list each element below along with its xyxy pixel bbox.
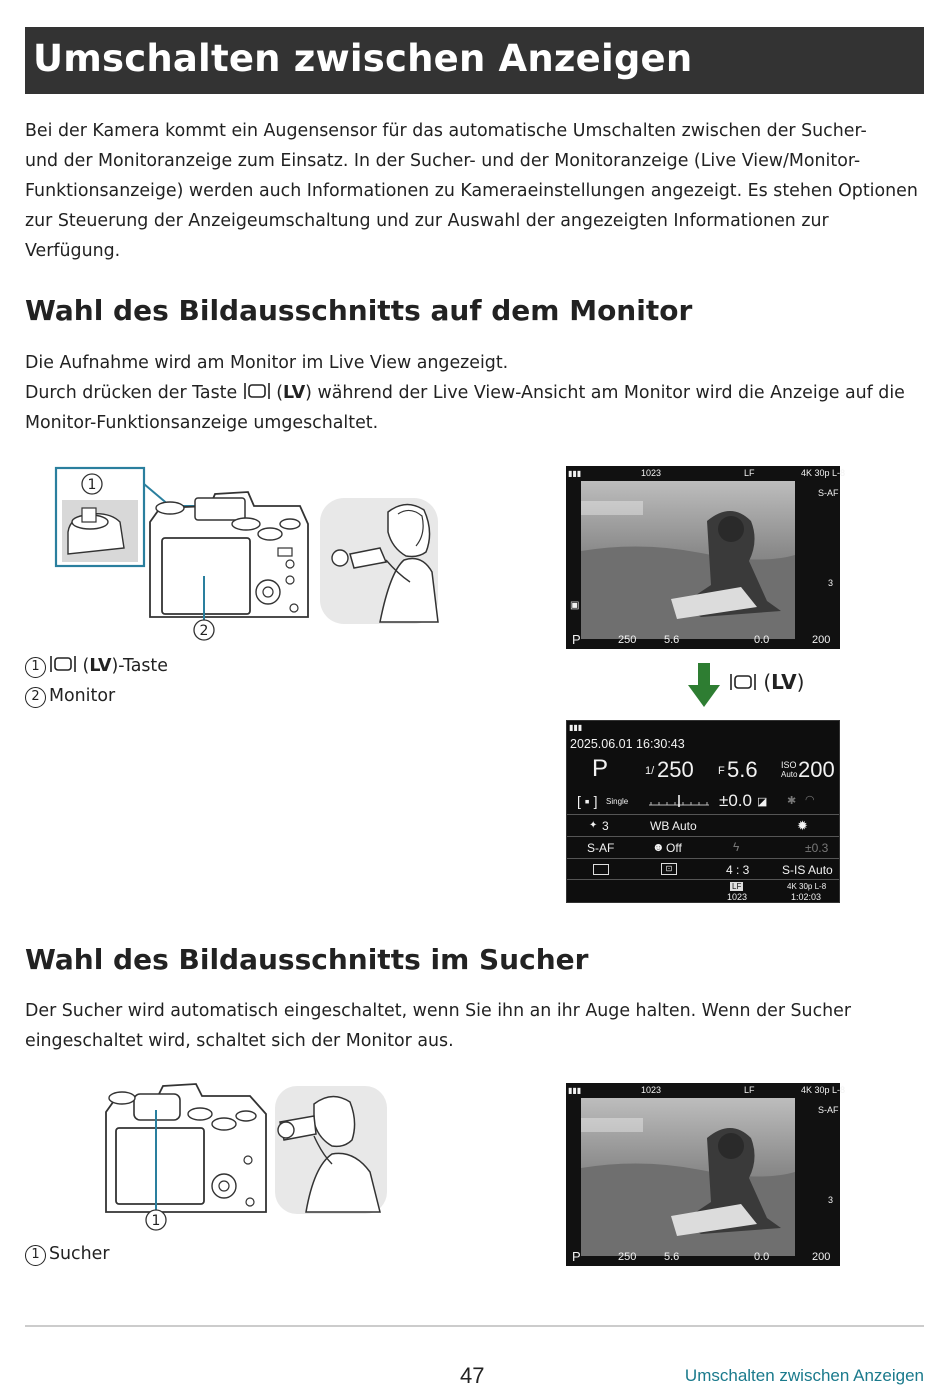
section2-line: Der Sucher wird automatisch eingeschaltet, wenn Sie ihn an ihr Auge halten. Wenn der Sucher xyxy=(25,1001,852,1021)
shutter-speed: 250 xyxy=(618,634,637,646)
panel-af: S-AF xyxy=(587,841,615,855)
flash-count: 3 xyxy=(828,578,834,588)
legend-number: 2 xyxy=(25,687,46,708)
intro-line: Verfügung. xyxy=(25,241,121,261)
af-mode: S-AF xyxy=(818,1105,839,1115)
callout-number: 1 xyxy=(87,477,97,493)
panel-movie: 4K 30p L-8 xyxy=(787,882,827,891)
live-view-screen xyxy=(566,466,846,649)
callout-number: 2 xyxy=(199,623,209,639)
quality-label: LF xyxy=(744,1085,755,1095)
flash-mode-icon: ϟ xyxy=(733,840,740,854)
text-fragment: Durch drücken der Taste xyxy=(25,383,243,403)
section2-paragraph xyxy=(25,996,925,1056)
lv-button-icon xyxy=(49,653,77,671)
monitor-function-panel xyxy=(566,720,840,903)
panel-datetime: 2025.06.01 16:30:43 xyxy=(570,737,685,751)
quality-label: LF xyxy=(744,468,755,478)
legend-monitor xyxy=(25,681,115,711)
shots-remaining: 1023 xyxy=(641,1085,662,1095)
page-title: Umschalten zwischen Anzeigen xyxy=(33,37,693,80)
footer-section-link[interactable]: Umschalten zwischen Anzeigen xyxy=(684,1366,924,1385)
legend-text: Monitor xyxy=(49,686,116,706)
panel-aperture-prefix: F xyxy=(718,765,725,777)
lv-bold: LV xyxy=(283,383,306,403)
monitor-screen xyxy=(162,538,250,614)
panel-exposure-comp: ±0.0 xyxy=(719,791,752,810)
face-icon: ☻ xyxy=(652,840,665,854)
section1-paragraph xyxy=(25,348,925,438)
exposure-mode: P xyxy=(572,1249,581,1264)
lv-bold: LV xyxy=(89,656,112,676)
lv-bold: LV xyxy=(771,670,797,694)
shutter-speed: 250 xyxy=(618,1251,637,1263)
lv-switch-label: (LV) xyxy=(729,670,804,694)
section2-line: eingeschaltet wird, schaltet sich der Monitor aus. xyxy=(25,1031,454,1051)
intro-line: zur Steuerung der Anzeigeumschaltung und zur Auswahl der angezeigten Informationen zur xyxy=(25,211,829,231)
af-mode: S-AF xyxy=(818,488,839,498)
intro-line: Bei der Kamera kommt ein Augensensor für das automatische Umschalten zwischen der Sucher- xyxy=(25,121,867,141)
panel-shots: 1023 xyxy=(727,892,748,902)
metering-icon: ⊡ xyxy=(661,863,677,875)
exposure-comp: 0.0 xyxy=(754,634,770,646)
footer-divider xyxy=(25,1325,924,1327)
panel-is: S-IS Auto xyxy=(782,863,833,877)
text-fragment: ) während der Live View-Ansicht am Monitor wird die Anzeige auf die xyxy=(305,383,905,403)
panel-shutter: 250 xyxy=(657,757,694,782)
aperture: 5.6 xyxy=(664,634,680,646)
intro-paragraph xyxy=(25,116,925,266)
panel-mode: P xyxy=(592,755,609,782)
text-fragment: ( xyxy=(77,656,90,676)
panel-wb: WB Auto xyxy=(650,819,697,833)
af-area-icon xyxy=(593,864,609,875)
section-heading-monitor: Wahl des Bildausschnitts auf dem Monitor xyxy=(25,294,693,327)
lv-button-icon xyxy=(729,672,757,690)
shots-remaining: 1023 xyxy=(641,468,662,478)
settings-gear-icon: ✹ xyxy=(797,818,808,833)
panel-face: Off xyxy=(666,841,682,855)
panel-flash-comp: ±0.3 xyxy=(805,841,829,855)
bluetooth-icon: ✱ xyxy=(787,795,797,807)
panel-aperture: 5.6 xyxy=(727,757,758,782)
title-bar xyxy=(25,27,924,94)
panel-flash-count: 3 xyxy=(602,819,609,833)
page-number: 47 xyxy=(460,1363,485,1388)
callout-number: 1 xyxy=(151,1213,161,1229)
battery-icon: ▮▮▮ xyxy=(568,469,582,478)
panel-drive: Single xyxy=(606,797,629,806)
viewfinder-photo xyxy=(581,1098,795,1256)
panel-shutter-prefix: 1/ xyxy=(645,765,655,777)
panel-iso-label: ISO xyxy=(781,760,797,770)
movie-mode: 4K 30p L-8 xyxy=(801,1085,846,1095)
arrow-down-icon xyxy=(688,663,720,707)
camera-monitor-illustration xyxy=(50,462,445,647)
exposure-mode: P xyxy=(572,632,581,647)
iso-value: 200 xyxy=(812,634,831,646)
intro-line: Funktionsanzeige) werden auch Informationen zu Kameraeinstellungen angezeigt. Es stehen Optionen xyxy=(25,181,918,201)
divider xyxy=(567,814,839,815)
iso-value: 200 xyxy=(812,1251,831,1263)
panel-quality: LF xyxy=(732,882,742,891)
battery-icon: ▮▮▮ xyxy=(569,723,583,732)
lv-button-icon xyxy=(243,380,271,398)
legend-number: 1 xyxy=(25,1245,46,1266)
text-fragment: )-Taste xyxy=(111,656,168,676)
wifi-icon: ◠ xyxy=(805,794,815,806)
live-view-photo xyxy=(581,481,795,639)
section1-line: Monitor-Funktionsanzeige umgeschaltet. xyxy=(25,413,379,433)
camera-icon: ▣ xyxy=(570,600,580,611)
divider xyxy=(567,836,839,837)
divider xyxy=(567,858,839,859)
drive-bracket-icon: [ ▪ ] xyxy=(577,793,598,809)
legend-text: Sucher xyxy=(49,1244,110,1264)
legend-lv-button xyxy=(25,651,168,681)
intro-line: und der Monitoranzeige zum Einsatz. In der Sucher- und der Monitoranzeige (Live View/Monitor- xyxy=(25,151,861,171)
exposure-comp-icon: ◪ xyxy=(757,796,768,808)
divider xyxy=(567,879,839,880)
aperture: 5.6 xyxy=(664,1251,680,1263)
camera-viewfinder-illustration xyxy=(100,1082,392,1234)
battery-icon: ▮▮▮ xyxy=(568,1086,582,1095)
panel-rec-time: 1:02:03 xyxy=(791,892,822,902)
panel-aspect: 4 : 3 xyxy=(726,863,750,877)
exposure-scale-icon xyxy=(647,793,711,809)
section-heading-viewfinder: Wahl des Bildausschnitts im Sucher xyxy=(25,943,589,976)
section1-line: Die Aufnahme wird am Monitor im Live View angezeigt. xyxy=(25,353,509,373)
section1-line: Durch drücken der Taste (LV) während der Live View-Ansicht am Monitor wird die Anzeige auf die xyxy=(25,378,925,408)
legend-viewfinder xyxy=(25,1239,110,1269)
movie-mode: 4K 30p L-8 xyxy=(801,468,846,478)
legend-number: 1 xyxy=(25,657,46,678)
exposure-comp: 0.0 xyxy=(754,1251,770,1263)
panel-iso-auto: Auto xyxy=(781,770,798,779)
panel-iso: 200 xyxy=(798,757,835,782)
flash-icon: ✦ xyxy=(589,820,598,831)
viewfinder-screen xyxy=(566,1083,846,1266)
flash-count: 3 xyxy=(828,1195,834,1205)
